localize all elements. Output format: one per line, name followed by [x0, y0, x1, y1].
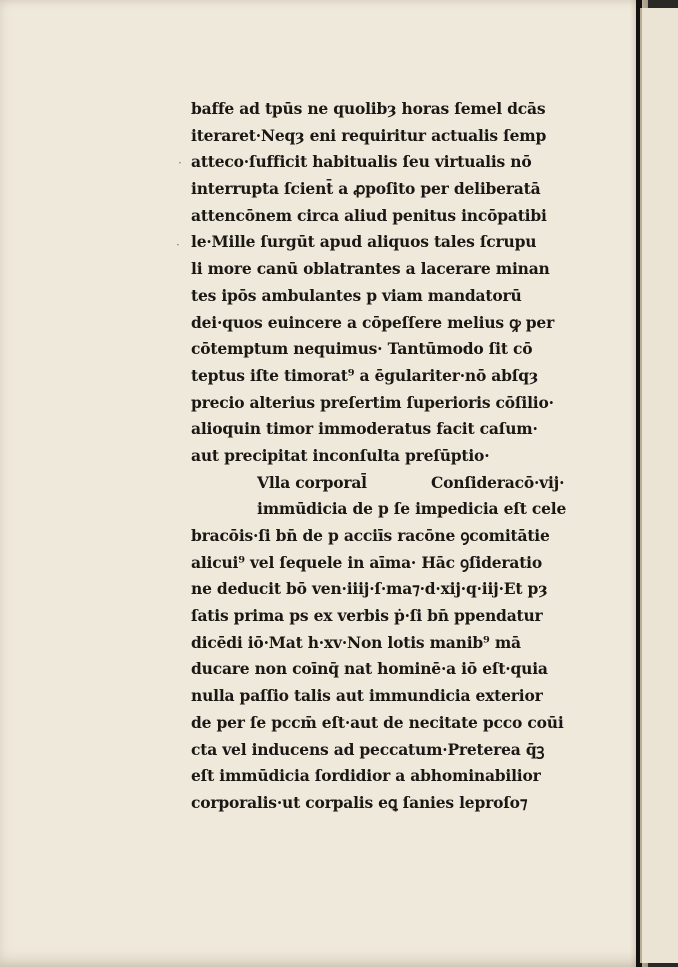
- text-line: baffe ad tpūs ne quolibȝ horas ſemel dcās: [191, 99, 546, 118]
- margin-mark: ·: [176, 238, 180, 252]
- text-line: alicui⁹ vel ſequele in aīma· Hāc ꝯſideratio: [191, 552, 542, 572]
- text-line: cōtemptum nequimus· Tantūmodo ſit cō: [191, 339, 533, 359]
- text-line: ducare non coīnq̄ nat hominē·a iō eſt·quia: [191, 659, 548, 679]
- text-line: cta vel inducens ad peccatum·Preterea q̄ꝫ: [191, 739, 545, 759]
- text-line: eſt immūdicia ſordidior a abhominabilior: [191, 766, 541, 786]
- text-line: attencōnem circa aliud penitus incōpatibi: [191, 205, 547, 225]
- text-line: dei·quos euincere a cōpeſſere melius ꝙ per: [191, 312, 555, 332]
- text-line: li more canū oblatrantes a lacerare minan: [191, 259, 550, 279]
- text-line: bracōis·ſi bn̄ de p acciīs racōne ꝯcomitātie: [191, 526, 550, 545]
- section-heading: [191, 470, 581, 497]
- text-line: alioquin timor immoderatus facit caſum·: [191, 419, 538, 439]
- text-line: le·Mille ſurgūt apud aliquos tales ſcrupu: [191, 232, 537, 252]
- text-line: corporalis·ut corpalis eꝗ ſanies leproſo⁊: [191, 792, 528, 812]
- text-line: atteco·ſufficit habitualis ſeu virtualis nō: [191, 152, 532, 172]
- text-line: ſatis prima ps ex verbis ṗ·ſi bn̄ ppendatur: [191, 606, 543, 626]
- text-block: [191, 96, 581, 817]
- text-line: interrupta ſcient̄ a ꝓpoſito per deliberatā: [191, 179, 541, 199]
- facing-page-edge: [640, 8, 678, 963]
- text-line: teptus iſte timorat⁹ a ēgulariter·nō abſqȝ: [191, 365, 539, 385]
- text-line: dicēdi iō·Mat h·xv·Non lotis manib⁹ mā: [191, 632, 521, 652]
- margin-mark: ·: [178, 156, 182, 170]
- text-line: nulla paſſio talis aut immundicia exterior: [191, 686, 543, 706]
- section-heading-left: Vlla corporal̄: [257, 472, 367, 492]
- text-line: de per ſe pccm̄ eſt·aut de necitate pcco coūi: [191, 712, 564, 732]
- text-line: iteraret·Neqȝ eni requiritur actualis ſemp: [191, 125, 547, 145]
- section-heading-right: Conſideracō·vij·: [431, 472, 565, 492]
- text-line: ne deducit bō ven·iiij·ſ·ma⁊·d·xij·q·iij·Et pȝ: [191, 579, 548, 599]
- text-line: aut precipitat inconſulta preſūptio·: [191, 445, 490, 465]
- text-line: tes ipōs ambulantes p viam mandatorū: [191, 285, 522, 305]
- indented-line: immūdicia de p ſe impedicia eſt cele: [257, 499, 567, 519]
- text-line: precio alterius preſertim ſuperioris cōſilio·: [191, 392, 554, 412]
